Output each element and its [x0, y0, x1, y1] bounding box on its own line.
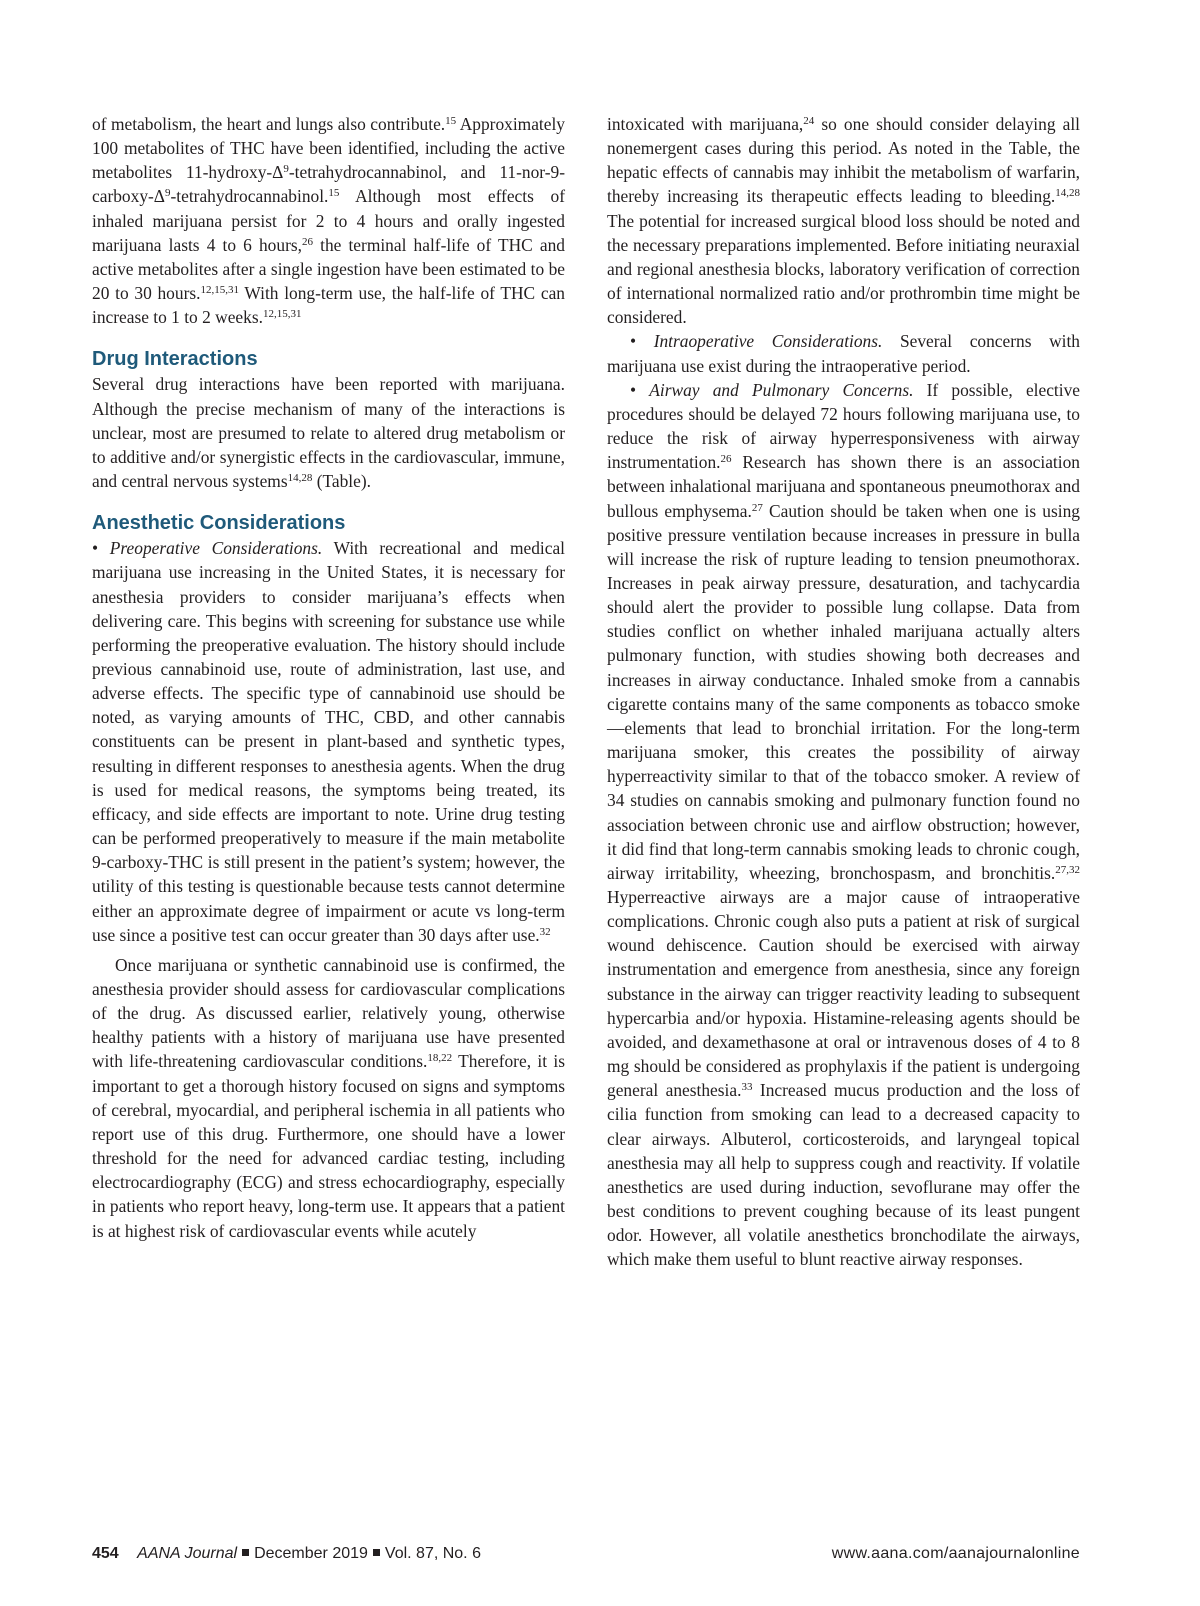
heading-anesthetic-considerations: Anesthetic Considerations — [92, 512, 346, 535]
paragraph-drug-interactions: Several drug interactions have been reported with marijuana. Although the precise mechanism of many of the interactions is unclear, most are presumed to relate to altered drug metabolism or to additive and/or synergistic effects in the cardiovascular, immune, and central nervous systems$^{14,28}$ (Table). — [92, 374, 565, 492]
paragraph-intraoperative: • Intraoperative Considerations. Several concerns with marijuana use exist during the intraoperative period. — [607, 331, 1080, 376]
paragraph-cardiovascular: Once marijuana or synthetic cannabinoid use is confirmed, the anesthesia provider should assess for cardiovascular complications of the drug. As discussed earlier, relatively young, otherwise healthy patients with a history of marijuana use have presented with life-threatening cardiovascular conditions.$^{18,22}$ Therefore, it is important to get a thorough history focused on signs and symptoms of cerebral, myocardial, and peripheral ischemia in all patients who report use of this drug. Furthermore, one should have a lower threshold for the need for advanced cardiac testing, including electrocardiography (ECG) and stress echocardiography, especially in patients who report heavy, long-term use. It appears that a patient is at highest risk of cardiovascular events while acutely — [92, 954, 565, 1241]
left-column — [92, 112, 565, 1243]
journal-url[interactable]: www.aana.com/aanajournalonline — [831, 1545, 1080, 1562]
right-column — [607, 112, 1080, 1272]
volume-number: Vol. 87, No. 6 — [384, 1545, 481, 1562]
paragraph-intoxicated: intoxicated with marijuana,$^{24}$ so one should consider delaying all nonemergent cases during this period. As noted in the Table, the hepatic effects of cannabis may inhibit the metabolism of warfarin, thereby increasing its therapeutic effects leading to bleeding.$^{14,28}$ The potential for increased surgical blood loss should be noted and the necessary preparations implemented. Before initiating neuraxial and regional anesthesia blocks, laboratory verification of correction of international normalized ratio and/or prothrombin time might be considered. — [607, 114, 1080, 328]
page-number: 454 — [92, 1545, 119, 1562]
page-footer — [92, 1545, 1080, 1563]
separator-square-icon — [242, 1549, 249, 1556]
journal-name: AANA Journal — [137, 1545, 238, 1562]
paragraph-preoperative: • Preoperative Considerations. With recreational and medical marijuana use increasing in the United States, it is necessary for anesthesia providers to consider marijuana’s effects when delivering care. This begins with screening for substance use while performing the preoperative evaluation. The history should include previous cannabinoid use, route of administration, last use, and adverse effects. The specific type of cannabinoid use should be noted, as varying amounts of THC, CBD, and other cannabis constituents can be present in plant-based and synthetic types, resulting in different responses to anesthesia agents. When the drug is used for medical reasons, the symptoms being treated, its efficacy, and side effects are important to note. Urine drug testing can be performed preoperatively to measure if the main metabolite 9-carboxy-THC is still present in the patient’s system; however, the utility of this testing is questionable because tests cannot determine either an approximate degree of impairment or acute vs long-term use since a positive test can occur greater than 30 days after use.$^{32}$ — [92, 538, 565, 945]
heading-drug-interactions: Drug Interactions — [92, 348, 258, 371]
separator-square-icon — [373, 1549, 380, 1556]
paragraph-metabolism: of metabolism, the heart and lungs also contribute.$^{15}$ Approximately 100 metabolites of THC have been identified, including the active metabolites $11-hydroxy-\Delta^9$-tetrahydrocannabinol, and $11-nor-9-carboxy-\Delta^9-tetrahydrocannabinol.^{15}$ Although most effects of inhaled marijuana persist for 2 to 4 hours and orally ingested marijuana lasts 4 to 6 hours,$^{26}$ the terminal half-life of THC and active metabolites after a single ingestion have been estimated to be 20 to 30 hours.$^{12,15,31}$ With long-term use, the half-life of THC can increase to 1 to 2 weeks.$^{12,15,31}$ — [92, 114, 565, 328]
issue-date: December 2019 — [254, 1545, 368, 1562]
paragraph-airway-pulmonary: • Airway and Pulmonary Concerns. If possible, elective procedures should be delayed 72 hours following marijuana use, to reduce the risk of airway hyperresponsiveness with airway instrumentation.$^{26}$ Research has shown there is an association between inhalational marijuana and spontaneous pneumothorax and bullous emphysema.$^{27}$ Caution should be taken when one is using positive pressure ventilation because increases in pressure in bulla will increase the risk of rupture leading to tension pneumothorax. Increases in peak airway pressure, desaturation, and tachycardia should alert the provider to possible lung collapse. Data from studies conflict on whether inhaled marijuana actually alters pulmonary function, with studies showing both decreases and increases in airway conductance. Inhaled smoke from a cannabis cigarette contains many of the same components as tobacco smoke—elements that lead to bronchial irritation. For the long-term marijuana smoker, this creates the possibility of airway hyperreactivity similar to that of the tobacco smoker. A review of 34 studies on cannabis smoking and pulmonary function found no association between chronic use and airflow obstruction; however, it did find that long-term cannabis smoking leads to chronic cough, airway irritability, wheezing, bronchospasm, and bronchitis.$^{27,32}$ Hyperreactive airways are a major cause of intraoperative complications. Chronic cough also puts a patient at risk of surgical wound dehiscence. Caution should be exercised with airway instrumentation and emergence from anesthesia, since any foreign substance in the airway can trigger reactivity leading to subsequent hypercarbia and/or hypoxia. Histamine-releasing agents should be avoided, and dexamethasone at oral or intravenous doses of 4 to 8 mg should be considered as prophylaxis if the patient is undergoing general anesthesia.$^{33}$ Increased mucus production and the loss of cilia function from smoking can lead to a decreased capacity to clear airways. Albuterol, corticosteroids, and laryngeal topical anesthesia may all help to suppress cough and reactivity. If volatile anesthetics are used during induction, sevoflurane may offer the best conditions to prevent coughing because of its least pungent odor. However, all volatile anesthetics bronchodilate the airways, which make them useful to blunt reactive airway responses. — [607, 379, 1081, 1270]
